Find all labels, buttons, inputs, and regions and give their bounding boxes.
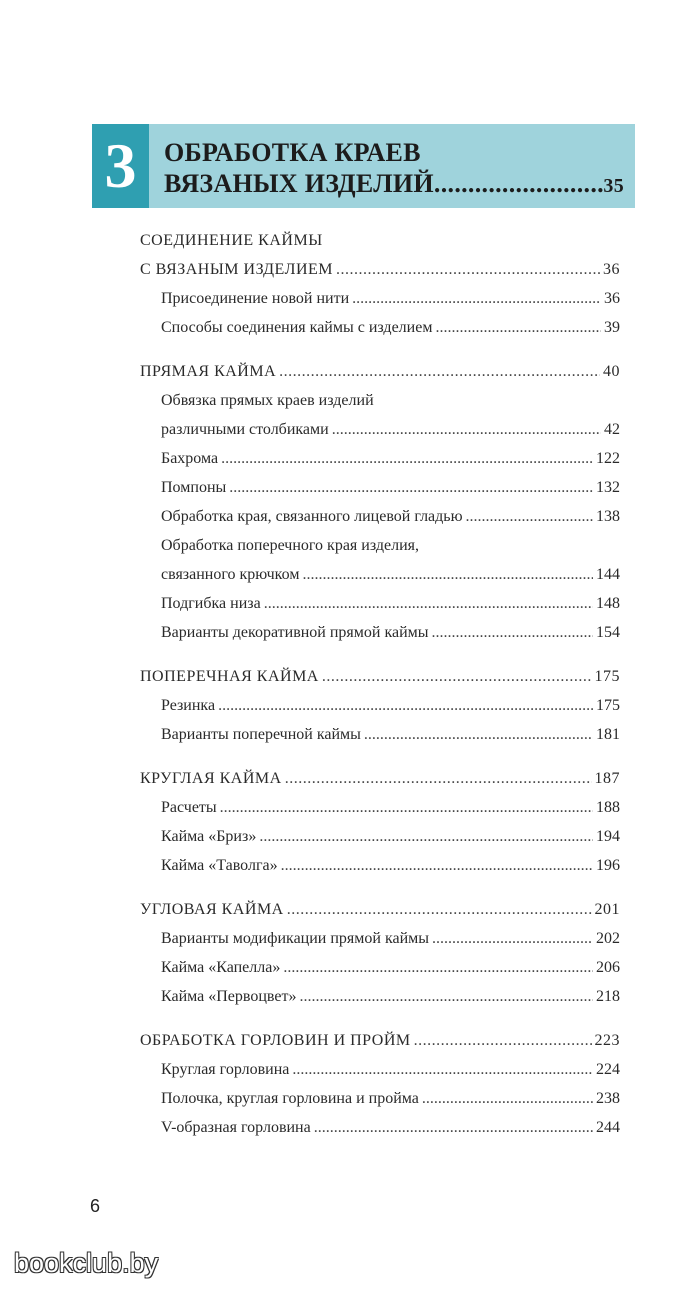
subsection-row [140, 720, 620, 749]
dot-leader [414, 1026, 592, 1055]
subsection-title-line1: Обвязка прямых краев изделий [161, 392, 374, 409]
subsection-page: 202 [596, 930, 620, 947]
section-title: ОБРАБОТКА ГОРЛОВИН И ПРОЙМ [140, 1032, 411, 1049]
subsection-row [140, 618, 620, 647]
section-title: КРУГЛАЯ КАЙМА [140, 770, 282, 787]
dot-leader [281, 851, 593, 880]
section-page: 187 [594, 770, 620, 787]
subsection-page: 196 [596, 857, 620, 874]
dot-leader [434, 168, 603, 199]
dot-leader [259, 822, 593, 851]
subsection-title: V-образная горловина [161, 1119, 311, 1136]
subsection-title: Кайма «Таволга» [161, 857, 278, 874]
subsection-title: Расчеты [161, 799, 217, 816]
subsection-row [140, 444, 620, 473]
subsection-page: 144 [596, 566, 620, 583]
dot-leader [285, 764, 592, 793]
dot-leader [432, 924, 593, 953]
section-title: ПОПЕРЕЧНАЯ КАЙМА [140, 668, 319, 685]
subsection-title: Кайма «Первоцвет» [161, 988, 297, 1005]
dot-leader [264, 589, 593, 618]
section-title-line1: СОЕДИНЕНИЕ КАЙМЫ [140, 232, 323, 249]
toc-section-group [140, 895, 620, 1011]
subsection-title: Варианты модификации прямой каймы [161, 930, 430, 947]
subsection-title: Помпоны [161, 479, 227, 496]
toc-section-group [140, 662, 620, 749]
toc-section-group [140, 764, 620, 880]
table-of-contents [140, 226, 620, 1157]
section-title: С ВЯЗАНЫМ ИЗДЕЛИЕМ [140, 261, 333, 278]
subsection-title: Присоединение новой нити [161, 290, 350, 307]
toc-section-group [140, 357, 620, 647]
subsection-row [140, 1113, 620, 1142]
subsection-title: связанного крючком [161, 566, 300, 583]
section-row [140, 662, 620, 691]
subsection-page: 218 [596, 988, 620, 1005]
subsection-row [140, 793, 620, 822]
section-page: 223 [594, 1032, 620, 1049]
section-row [140, 255, 620, 284]
dot-leader [299, 982, 593, 1011]
subsection-title: Варианты поперечной каймы [161, 726, 361, 743]
subsection-page: 138 [596, 508, 620, 525]
subsection-row [140, 822, 620, 851]
subsection-title: Полочка, круглая горловина и пройма [161, 1090, 419, 1107]
subsection-page: 244 [596, 1119, 620, 1136]
subsection-page: 175 [596, 697, 620, 714]
dot-leader [432, 618, 593, 647]
subsection-title: Обработка края, связанного лицевой гладью [161, 508, 463, 525]
chapter-title-line2: ВЯЗАНЫХ ИЗДЕЛИЙ [164, 169, 434, 198]
subsection-page: 188 [596, 799, 620, 816]
subsection-title: Варианты декоративной прямой каймы [161, 624, 429, 641]
dot-leader [220, 793, 593, 822]
dot-leader [287, 895, 592, 924]
subsection-row [140, 691, 620, 720]
section-row [140, 764, 620, 793]
subsection-page: 132 [596, 479, 620, 496]
subsection-title: Резинка [161, 697, 216, 714]
section-title: УГЛОВАЯ КАЙМА [140, 901, 284, 918]
subsection-page: 224 [596, 1061, 620, 1078]
subsection-row [140, 1084, 620, 1113]
dot-leader [422, 1084, 593, 1113]
subsection-page: 148 [596, 595, 620, 612]
chapter-header [92, 124, 635, 208]
chapter-title-line2-row [164, 168, 624, 202]
chapter-number-box [92, 124, 149, 208]
chapter-page: 35 [603, 175, 624, 197]
subsection-title: Подгибка низа [161, 595, 261, 612]
subsection-row [140, 473, 620, 502]
subsection-page: 154 [596, 624, 620, 641]
dot-leader [218, 691, 593, 720]
dot-leader [322, 662, 592, 691]
dot-leader [292, 1055, 593, 1084]
subsection-page: 39 [604, 319, 620, 336]
subsection-row [140, 313, 620, 342]
toc-section-group [140, 1026, 620, 1142]
section-page: 175 [594, 668, 620, 685]
subsection-title-line1: Обработка поперечного края изделия, [161, 537, 420, 554]
subsection-row [140, 953, 620, 982]
subsection-page: 194 [596, 828, 620, 845]
watermark: bookclub.by [14, 1248, 159, 1278]
chapter-title [164, 137, 624, 202]
dot-leader [332, 415, 601, 444]
section-page: 36 [603, 261, 620, 278]
section-page: 201 [594, 901, 620, 918]
dot-leader [283, 953, 593, 982]
subsection-row [140, 924, 620, 953]
dot-leader [302, 560, 593, 589]
subsection-row [140, 502, 620, 531]
subsection-title: Бахрома [161, 450, 219, 467]
subsection-row [140, 1055, 620, 1084]
dot-leader [314, 1113, 593, 1142]
subsection-page: 238 [596, 1090, 620, 1107]
dot-leader [279, 357, 600, 386]
section-row [140, 357, 620, 386]
subsection-title: Способы соединения каймы с изделием [161, 319, 433, 336]
section-row [140, 895, 620, 924]
section-row [140, 1026, 620, 1055]
subsection-page: 181 [596, 726, 620, 743]
subsection-row [140, 415, 620, 444]
subsection-page: 122 [596, 450, 620, 467]
subsection-page: 36 [604, 290, 620, 307]
dot-leader [229, 473, 593, 502]
subsection-row [140, 851, 620, 880]
dot-leader [364, 720, 593, 749]
subsection-title: Круглая горловина [161, 1061, 290, 1078]
subsection-row [140, 982, 620, 1011]
chapter-number: 3 [104, 130, 137, 201]
dot-leader [466, 502, 593, 531]
subsection-page: 42 [604, 421, 620, 438]
subsection-row [140, 589, 620, 618]
subsection-row [140, 284, 620, 313]
section-title: ПРЯМАЯ КАЙМА [140, 363, 277, 380]
subsection-page: 206 [596, 959, 620, 976]
section-page: 40 [603, 363, 620, 380]
subsection-title: различными столбиками [161, 421, 329, 438]
dot-leader [221, 444, 593, 473]
subsection-row [140, 560, 620, 589]
chapter-title-line1: ОБРАБОТКА КРАЕВ [164, 138, 421, 167]
subsection-title: Кайма «Бриз» [161, 828, 257, 845]
toc-section-group [140, 226, 620, 342]
page-number: 6 [90, 1196, 101, 1216]
dot-leader [336, 255, 600, 284]
subsection-title: Кайма «Капелла» [161, 959, 281, 976]
dot-leader [435, 313, 601, 342]
dot-leader [352, 284, 601, 313]
